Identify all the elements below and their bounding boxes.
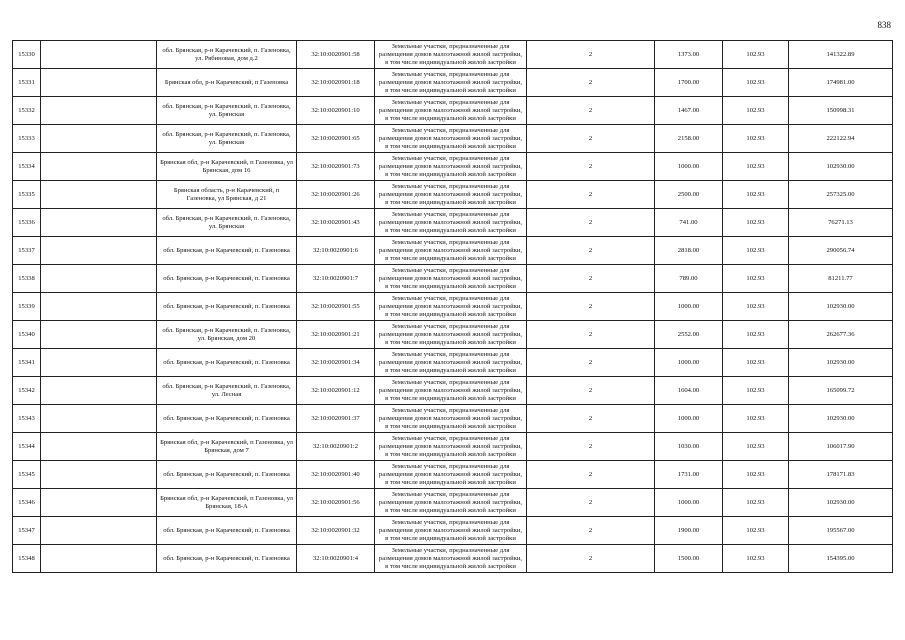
row-number: 15344 — [13, 433, 41, 461]
cadastral-value-cell: 154395.00 — [789, 545, 893, 573]
cadastral-number-cell: 32:10:0020901:2 — [297, 433, 375, 461]
table-row — [13, 433, 893, 461]
address-cell: обл. Брянская, р-н Карачевский, п. Газеновка — [157, 545, 297, 573]
row-number: 15339 — [13, 293, 41, 321]
cadastral-value-cell: 290056.74 — [789, 237, 893, 265]
cadastral-value-cell: 102930.00 — [789, 405, 893, 433]
cadastral-number-cell: 32:10:0020901:55 — [297, 293, 375, 321]
cadastral-value-cell: 81211.77 — [789, 265, 893, 293]
spacer-cell — [41, 489, 157, 517]
row-number: 15347 — [13, 517, 41, 545]
rate-cell: 102.93 — [723, 69, 789, 97]
table-row — [13, 97, 893, 125]
row-number: 15338 — [13, 265, 41, 293]
cadastral-number-cell: 32:10:0020901:4 — [297, 545, 375, 573]
category-cell: 2 — [527, 433, 655, 461]
spacer-cell — [41, 321, 157, 349]
address-cell: Брянская обл, р-н Карачевский, п Газеновка, ул Брянская, дом 7 — [157, 433, 297, 461]
address-cell: Брянская обл, р-н Карачевский, п Газеновка, ул Брянская, 18-А — [157, 489, 297, 517]
cadastral-number-cell: 32:10:0020901:26 — [297, 181, 375, 209]
spacer-cell — [41, 461, 157, 489]
address-cell: обл. Брянская, р-н Карачевский, п. Газеновка — [157, 461, 297, 489]
category-cell: 2 — [527, 153, 655, 181]
land-use-cell: Земельные участки, предназначенные для размещения домов малоэтажной жилой застройки, в том числе индивидуальной жилой застройки — [375, 41, 527, 69]
land-use-cell: Земельные участки, предназначенные для размещения домов малоэтажной жилой застройки, в том числе индивидуальной жилой застройки — [375, 461, 527, 489]
rate-cell: 102.93 — [723, 461, 789, 489]
spacer-cell — [41, 517, 157, 545]
row-number: 15348 — [13, 545, 41, 573]
spacer-cell — [41, 69, 157, 97]
category-cell: 2 — [527, 405, 655, 433]
address-cell: обл. Брянская, р-н Карачевский, п. Газеновка — [157, 349, 297, 377]
land-use-cell: Земельные участки, предназначенные для размещения домов малоэтажной жилой застройки, в том числе индивидуальной жилой застройки — [375, 237, 527, 265]
table-row — [13, 181, 893, 209]
spacer-cell — [41, 377, 157, 405]
cadastral-value-table — [12, 40, 893, 573]
spacer-cell — [41, 181, 157, 209]
area-cell: 1000.00 — [655, 293, 723, 321]
area-cell: 1700.00 — [655, 69, 723, 97]
rate-cell: 102.93 — [723, 265, 789, 293]
cadastral-number-cell: 32:10:0020901:37 — [297, 405, 375, 433]
rate-cell: 102.93 — [723, 517, 789, 545]
row-number: 15342 — [13, 377, 41, 405]
address-cell: обл. Брянская, р-н Карачевский, п. Газеновка — [157, 237, 297, 265]
table-row — [13, 405, 893, 433]
category-cell: 2 — [527, 321, 655, 349]
cadastral-value-cell: 76271.13 — [789, 209, 893, 237]
address-cell: обл. Брянская, р-н Карачевский, п. Газеновка, ул. Брянская — [157, 125, 297, 153]
table-row — [13, 125, 893, 153]
area-cell: 1000.00 — [655, 489, 723, 517]
row-number: 15332 — [13, 97, 41, 125]
cadastral-value-cell: 257325.00 — [789, 181, 893, 209]
spacer-cell — [41, 237, 157, 265]
area-cell: 1000.00 — [655, 405, 723, 433]
land-use-cell: Земельные участки, предназначенные для размещения домов малоэтажной жилой застройки, в том числе индивидуальной жилой застройки — [375, 377, 527, 405]
land-use-cell: Земельные участки, предназначенные для размещения домов малоэтажной жилой застройки, в том числе индивидуальной жилой застройки — [375, 69, 527, 97]
category-cell: 2 — [527, 97, 655, 125]
cadastral-number-cell: 32:10:0020901:73 — [297, 153, 375, 181]
table-row — [13, 265, 893, 293]
cadastral-value-cell: 102930.00 — [789, 153, 893, 181]
cadastral-value-cell: 106017.90 — [789, 433, 893, 461]
land-use-cell: Земельные участки, предназначенные для размещения домов малоэтажной жилой застройки, в том числе индивидуальной жилой застройки — [375, 153, 527, 181]
address-cell: Брянская обл, р-н Карачевский, п Газеновка — [157, 69, 297, 97]
cadastral-value-cell: 174981.00 — [789, 69, 893, 97]
row-number: 15341 — [13, 349, 41, 377]
area-cell: 789.00 — [655, 265, 723, 293]
row-number: 15333 — [13, 125, 41, 153]
spacer-cell — [41, 293, 157, 321]
cadastral-number-cell: 32:10:0020901:7 — [297, 265, 375, 293]
cadastral-number-cell: 32:10:0020901:40 — [297, 461, 375, 489]
spacer-cell — [41, 209, 157, 237]
table-row — [13, 461, 893, 489]
category-cell: 2 — [527, 545, 655, 573]
address-cell: обл. Брянская, р-н Карачевский, п. Газеновка — [157, 293, 297, 321]
table-row — [13, 517, 893, 545]
table-row — [13, 321, 893, 349]
area-cell: 2500.00 — [655, 181, 723, 209]
table-row — [13, 293, 893, 321]
cadastral-number-cell: 32:10:0020901:58 — [297, 41, 375, 69]
address-cell: обл. Брянская, р-н Карачевский, п. Газеновка — [157, 405, 297, 433]
table-row — [13, 237, 893, 265]
page-number: 838 — [877, 20, 891, 30]
spacer-cell — [41, 349, 157, 377]
land-use-cell: Земельные участки, предназначенные для размещения домов малоэтажной жилой застройки, в том числе индивидуальной жилой застройки — [375, 293, 527, 321]
rate-cell: 102.93 — [723, 349, 789, 377]
area-cell: 2818.00 — [655, 237, 723, 265]
rate-cell: 102.93 — [723, 433, 789, 461]
category-cell: 2 — [527, 237, 655, 265]
rate-cell: 102.93 — [723, 545, 789, 573]
rate-cell: 102.93 — [723, 321, 789, 349]
address-cell: Брянская область, р-н Карачевский, п Газеновка, ул Брянская, д 21 — [157, 181, 297, 209]
row-number: 15331 — [13, 69, 41, 97]
category-cell: 2 — [527, 69, 655, 97]
land-use-cell: Земельные участки, предназначенные для размещения домов малоэтажной жилой застройки, в том числе индивидуальной жилой застройки — [375, 405, 527, 433]
area-cell: 1000.00 — [655, 349, 723, 377]
table-row — [13, 153, 893, 181]
land-use-cell: Земельные участки, предназначенные для размещения домов малоэтажной жилой застройки, в том числе индивидуальной жилой застройки — [375, 489, 527, 517]
land-use-cell: Земельные участки, предназначенные для размещения домов малоэтажной жилой застройки, в том числе индивидуальной жилой застройки — [375, 181, 527, 209]
area-cell: 1900.00 — [655, 517, 723, 545]
category-cell: 2 — [527, 265, 655, 293]
rate-cell: 102.93 — [723, 153, 789, 181]
area-cell: 1000.00 — [655, 153, 723, 181]
row-number: 15337 — [13, 237, 41, 265]
cadastral-number-cell: 32:10:0020901:10 — [297, 97, 375, 125]
table-row — [13, 545, 893, 573]
cadastral-value-cell: 178171.83 — [789, 461, 893, 489]
cadastral-value-cell: 195567.00 — [789, 517, 893, 545]
row-number: 15340 — [13, 321, 41, 349]
row-number: 15345 — [13, 461, 41, 489]
area-cell: 1731.00 — [655, 461, 723, 489]
spacer-cell — [41, 265, 157, 293]
land-use-cell: Земельные участки, предназначенные для размещения домов малоэтажной жилой застройки, в том числе индивидуальной жилой застройки — [375, 517, 527, 545]
rate-cell: 102.93 — [723, 405, 789, 433]
cadastral-value-cell: 141322.89 — [789, 41, 893, 69]
cadastral-value-cell: 222122.94 — [789, 125, 893, 153]
address-cell: обл. Брянская, р-н Карачевский, п. Газеновка — [157, 517, 297, 545]
address-cell: обл. Брянская, р-н Карачевский, п. Газеновка, ул. Брянская — [157, 209, 297, 237]
land-use-cell: Земельные участки, предназначенные для размещения домов малоэтажной жилой застройки, в том числе индивидуальной жилой застройки — [375, 545, 527, 573]
land-use-cell: Земельные участки, предназначенные для размещения домов малоэтажной жилой застройки, в том числе индивидуальной жилой застройки — [375, 349, 527, 377]
rate-cell: 102.93 — [723, 293, 789, 321]
category-cell: 2 — [527, 181, 655, 209]
address-cell: обл. Брянская, р-н Карачевский, п. Газеновка, ул. Брянская, дом 20 — [157, 321, 297, 349]
cadastral-number-cell: 32:10:0020901:18 — [297, 69, 375, 97]
rate-cell: 102.93 — [723, 41, 789, 69]
table-row — [13, 69, 893, 97]
category-cell: 2 — [527, 209, 655, 237]
row-number: 15330 — [13, 41, 41, 69]
row-number: 15336 — [13, 209, 41, 237]
rate-cell: 102.93 — [723, 125, 789, 153]
table-row — [13, 377, 893, 405]
cadastral-value-cell: 102930.00 — [789, 489, 893, 517]
rate-cell: 102.93 — [723, 209, 789, 237]
rate-cell: 102.93 — [723, 237, 789, 265]
category-cell: 2 — [527, 377, 655, 405]
address-cell: обл. Брянская, р-н Карачевский, п. Газеновка, ул. Рябиновая, дом д.2 — [157, 41, 297, 69]
spacer-cell — [41, 405, 157, 433]
category-cell: 2 — [527, 41, 655, 69]
area-cell: 2552.00 — [655, 321, 723, 349]
area-cell: 2158.00 — [655, 125, 723, 153]
land-use-cell: Земельные участки, предназначенные для размещения домов малоэтажной жилой застройки, в том числе индивидуальной жилой застройки — [375, 433, 527, 461]
spacer-cell — [41, 545, 157, 573]
rate-cell: 102.93 — [723, 97, 789, 125]
spacer-cell — [41, 41, 157, 69]
rate-cell: 102.93 — [723, 377, 789, 405]
cadastral-number-cell: 32:10:0020901:65 — [297, 125, 375, 153]
area-cell: 741.00 — [655, 209, 723, 237]
table-row — [13, 209, 893, 237]
spacer-cell — [41, 125, 157, 153]
cadastral-number-cell: 32:10:0020901:43 — [297, 209, 375, 237]
area-cell: 1373.00 — [655, 41, 723, 69]
cadastral-value-cell: 165099.72 — [789, 377, 893, 405]
address-cell: обл. Брянская, р-н Карачевский, п. Газеновка, ул. Лесная — [157, 377, 297, 405]
category-cell: 2 — [527, 293, 655, 321]
area-cell: 1500.00 — [655, 545, 723, 573]
category-cell: 2 — [527, 517, 655, 545]
address-cell: Брянская обл, р-н Карачевский, п Газеновка, ул Брянская, дом 16 — [157, 153, 297, 181]
row-number: 15335 — [13, 181, 41, 209]
address-cell: обл. Брянская, р-н Карачевский, п. Газеновка, ул. Брянская — [157, 97, 297, 125]
cadastral-value-cell: 262677.36 — [789, 321, 893, 349]
table-row — [13, 489, 893, 517]
cadastral-value-cell: 102930.00 — [789, 349, 893, 377]
cadastral-number-cell: 32:10:0020901:21 — [297, 321, 375, 349]
cadastral-number-cell: 32:10:0020901:32 — [297, 517, 375, 545]
category-cell: 2 — [527, 461, 655, 489]
cadastral-number-cell: 32:10:0020901:6 — [297, 237, 375, 265]
row-number: 15346 — [13, 489, 41, 517]
row-number: 15343 — [13, 405, 41, 433]
spacer-cell — [41, 433, 157, 461]
spacer-cell — [41, 97, 157, 125]
rate-cell: 102.93 — [723, 489, 789, 517]
table-row — [13, 41, 893, 69]
cadastral-value-cell: 150998.31 — [789, 97, 893, 125]
land-use-cell: Земельные участки, предназначенные для размещения домов малоэтажной жилой застройки, в том числе индивидуальной жилой застройки — [375, 125, 527, 153]
land-use-cell: Земельные участки, предназначенные для размещения домов малоэтажной жилой застройки, в том числе индивидуальной жилой застройки — [375, 321, 527, 349]
table-row — [13, 349, 893, 377]
category-cell: 2 — [527, 489, 655, 517]
area-cell: 1030.00 — [655, 433, 723, 461]
category-cell: 2 — [527, 125, 655, 153]
cadastral-number-cell: 32:10:0020901:56 — [297, 489, 375, 517]
land-use-cell: Земельные участки, предназначенные для размещения домов малоэтажной жилой застройки, в том числе индивидуальной жилой застройки — [375, 265, 527, 293]
cadastral-value-cell: 102930.00 — [789, 293, 893, 321]
cadastral-number-cell: 32:10:0020901:34 — [297, 349, 375, 377]
cadastral-number-cell: 32:10:0020901:12 — [297, 377, 375, 405]
rate-cell: 102.93 — [723, 181, 789, 209]
area-cell: 1467.00 — [655, 97, 723, 125]
category-cell: 2 — [527, 349, 655, 377]
row-number: 15334 — [13, 153, 41, 181]
land-use-cell: Земельные участки, предназначенные для размещения домов малоэтажной жилой застройки, в том числе индивидуальной жилой застройки — [375, 209, 527, 237]
area-cell: 1604.00 — [655, 377, 723, 405]
land-use-cell: Земельные участки, предназначенные для размещения домов малоэтажной жилой застройки, в том числе индивидуальной жилой застройки — [375, 97, 527, 125]
spacer-cell — [41, 153, 157, 181]
address-cell: обл. Брянская, р-н Карачевский, п. Газеновка — [157, 265, 297, 293]
